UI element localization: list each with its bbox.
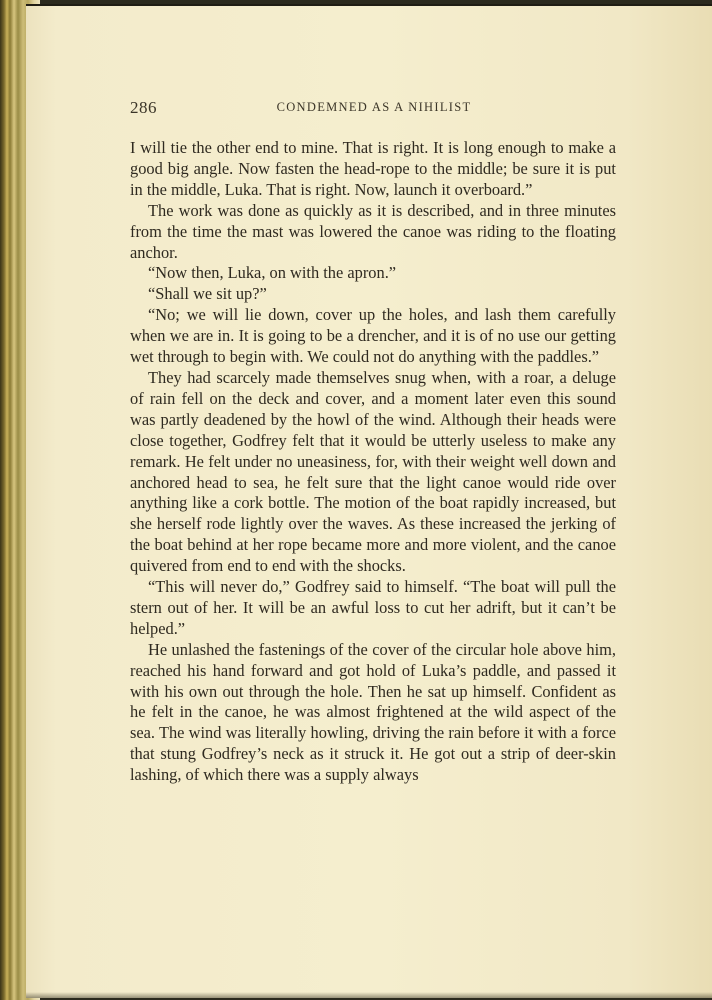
running-head: CONDEMNED AS A NIHILIST bbox=[276, 100, 472, 114]
paragraph-5: “No; we will lie down, cover up the holes, and lash them carefully when we are in. It is going to be a drencher, and it is of no use our getting wet through to begin with. We could not do anything with the paddles.” bbox=[130, 305, 616, 367]
paragraph-2: The work was done as quickly as it is described, and in three minutes from the time the mast was lowered the canoe was riding to the floating anchor. bbox=[130, 200, 616, 262]
paragraph-1: I will tie the other end to mine. That is right. It is long enough to make a good big angle. Now fasten the head-rope to the middle; be sure it is put in the middle, Luka. That is right. Now, launch it overboard.” bbox=[130, 138, 616, 199]
paragraph-8: He unlashed the fastenings of the cover of the circular hole above him, reached his hand forward and got hold of Luka’s paddle, and passed it with his own out through the hole. Then he sat up himself. Confident as he felt in the canoe, he was almost frightened at the wild aspect of the sea. The wind was literally howling, driving the rain before it with a force that stung Godfrey’s neck as it struck it. He got out a strip of deer-skin lashing, of which there was a supply always bbox=[130, 639, 616, 785]
paragraph-4: “Shall we sit up?” bbox=[148, 284, 267, 304]
paragraph-3: “Now then, Luka, on with the apron.” bbox=[148, 263, 397, 283]
page-header bbox=[130, 98, 618, 120]
page-number: 286 bbox=[130, 98, 157, 117]
body-text bbox=[130, 138, 616, 786]
paragraph-6: They had scarcely made themselves snug when, with a roar, a deluge of rain fell on the deck and cover, and a moment later even this sound was partly deadened by the howl of the wind. Although their heads were close together, Godfrey felt that it would be utterly useless to make any remark. He felt under no uneasiness, for, with their weight well down and anchored head to sea, he felt sure that the light canoe would ride over anything like a cork bottle. The motion of the boat rapidly increased, but she herself rode lightly over the waves. As these increased the jerking of the boat behind at her rope became more and more violent, and the canoe quivered from end to end with the shocks. bbox=[130, 367, 616, 576]
book-page bbox=[26, 4, 712, 998]
paragraph-7: “This will never do,” Godfrey said to himself. “The boat will pull the stern out of her. It will be an awful loss to cut her adrift, but it can’t be helped.” bbox=[130, 577, 616, 638]
